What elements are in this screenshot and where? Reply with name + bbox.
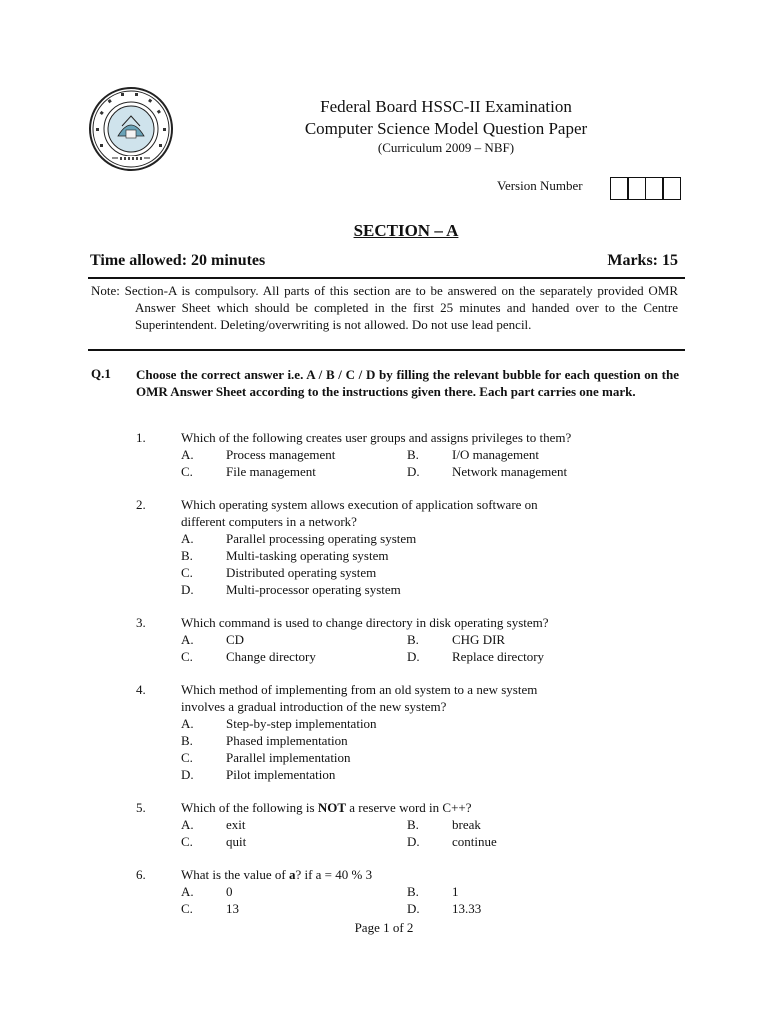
option-letter: D. <box>407 901 420 916</box>
section-note <box>90 282 678 333</box>
mcq-item <box>136 799 696 851</box>
option-text: CD <box>226 632 245 647</box>
curriculum-note: (Curriculum 2009 – NBF) <box>377 140 515 155</box>
option-letter: D. <box>181 767 194 782</box>
option-text: Parallel processing operating system <box>226 531 417 546</box>
option-letter: C. <box>181 464 193 479</box>
mcq-item <box>136 496 696 598</box>
section-heading: SECTION – A <box>353 221 459 240</box>
mcq-question-line: Which method of implementing from an old system to a new system <box>181 682 538 697</box>
option-text: Parallel implementation <box>226 750 351 765</box>
option-letter: C. <box>181 750 193 765</box>
version-digit-box <box>610 177 629 200</box>
mcq-number: 1. <box>136 430 146 445</box>
mcq-number: 6. <box>136 867 146 882</box>
time-allowed: Time allowed: 20 minutes <box>90 252 266 269</box>
mcq-question: What is the value of a? if a = 40 % 3 <box>181 867 373 882</box>
option-letter: B. <box>407 884 419 899</box>
note-text: Note: Section-A is compulsory. All parts of this section are to be answered on the separately provided OMR Answer Sheet which should be completed in the first 25 minutes and handed over to the Centre Superintendent. Deleting/overwriting is not allowed. Do not use lead pencil. <box>91 283 678 332</box>
option-text: Network management <box>452 464 568 479</box>
option-letter: B. <box>181 733 193 748</box>
mcq-number: 5. <box>136 800 146 815</box>
option-text: exit <box>226 817 246 832</box>
option-letter: B. <box>407 632 419 647</box>
divider-top <box>88 277 685 279</box>
mcq-item <box>136 866 696 918</box>
option-letter: A. <box>181 447 194 462</box>
mcq-item <box>136 681 696 783</box>
question-instruction: Choose the correct answer i.e. A / B / C / D by filling the relevant bubble for each question on the OMR Answer Sheet according to the instructions given there. Each part carries one mark. <box>136 367 679 399</box>
option-text: continue <box>452 834 497 849</box>
option-letter: C. <box>181 649 193 664</box>
option-letter: B. <box>181 548 193 563</box>
version-digit-box <box>627 177 646 200</box>
option-text: break <box>452 817 481 832</box>
question-number: Q.1 <box>91 366 111 381</box>
option-text: I/O management <box>452 447 539 462</box>
option-text: quit <box>226 834 247 849</box>
option-letter: C. <box>181 834 193 849</box>
divider-bottom <box>88 349 685 351</box>
section-marks: Marks: 15 <box>607 252 678 269</box>
option-letter: A. <box>181 632 194 647</box>
paper-subtitle: Computer Science Model Question Paper <box>304 119 588 138</box>
option-letter: A. <box>181 817 194 832</box>
mcq-question-line: different computers in a network? <box>181 514 357 529</box>
option-letter: B. <box>407 447 419 462</box>
mcq-number: 3. <box>136 615 146 630</box>
option-text: Multi-tasking operating system <box>226 548 389 563</box>
page-number: Page 1 of 2 <box>354 920 414 935</box>
option-text: 0 <box>226 884 233 899</box>
option-text: 13 <box>226 901 239 916</box>
option-letter: B. <box>407 817 419 832</box>
option-text: Step-by-step implementation <box>226 716 377 731</box>
option-letter: D. <box>407 464 420 479</box>
option-text: File management <box>226 464 316 479</box>
option-text: Replace directory <box>452 649 545 664</box>
option-letter: C. <box>181 565 193 580</box>
option-letter: D. <box>407 834 420 849</box>
option-letter: A. <box>181 531 194 546</box>
mcq-question: Which of the following creates user groups and assigns privileges to them? <box>181 430 572 445</box>
mcq-number: 4. <box>136 682 146 697</box>
version-number-boxes <box>611 177 681 200</box>
version-digit-box <box>645 177 664 200</box>
option-text: Phased implementation <box>226 733 348 748</box>
option-text: Process management <box>226 447 336 462</box>
option-text: Distributed operating system <box>226 565 377 580</box>
option-text: Pilot implementation <box>226 767 336 782</box>
version-digit-box <box>662 177 681 200</box>
option-letter: C. <box>181 901 193 916</box>
mcq-question: Which command is used to change directory in disk operating system? <box>181 615 549 630</box>
option-text: CHG DIR <box>452 632 506 647</box>
mcq-question-line: involves a gradual introduction of the new system? <box>181 699 447 714</box>
option-text: 13.33 <box>452 901 482 916</box>
option-letter: D. <box>407 649 420 664</box>
option-letter: A. <box>181 884 194 899</box>
mcq-question: Which of the following is NOT a reserve word in C++? <box>181 800 472 815</box>
exam-title: Federal Board HSSC-II Examination <box>320 97 572 116</box>
option-letter: A. <box>181 716 194 731</box>
option-text: 1 <box>452 884 459 899</box>
mcq-item <box>136 614 696 666</box>
mcq-number: 2. <box>136 497 146 512</box>
mcq-item <box>136 429 696 481</box>
mcq-question-line: Which operating system allows execution of application software on <box>181 497 538 512</box>
option-letter: D. <box>181 582 194 597</box>
version-number-label: Version Number <box>497 178 583 193</box>
option-text: Change directory <box>226 649 316 664</box>
option-text: Multi-processor operating system <box>226 582 401 597</box>
